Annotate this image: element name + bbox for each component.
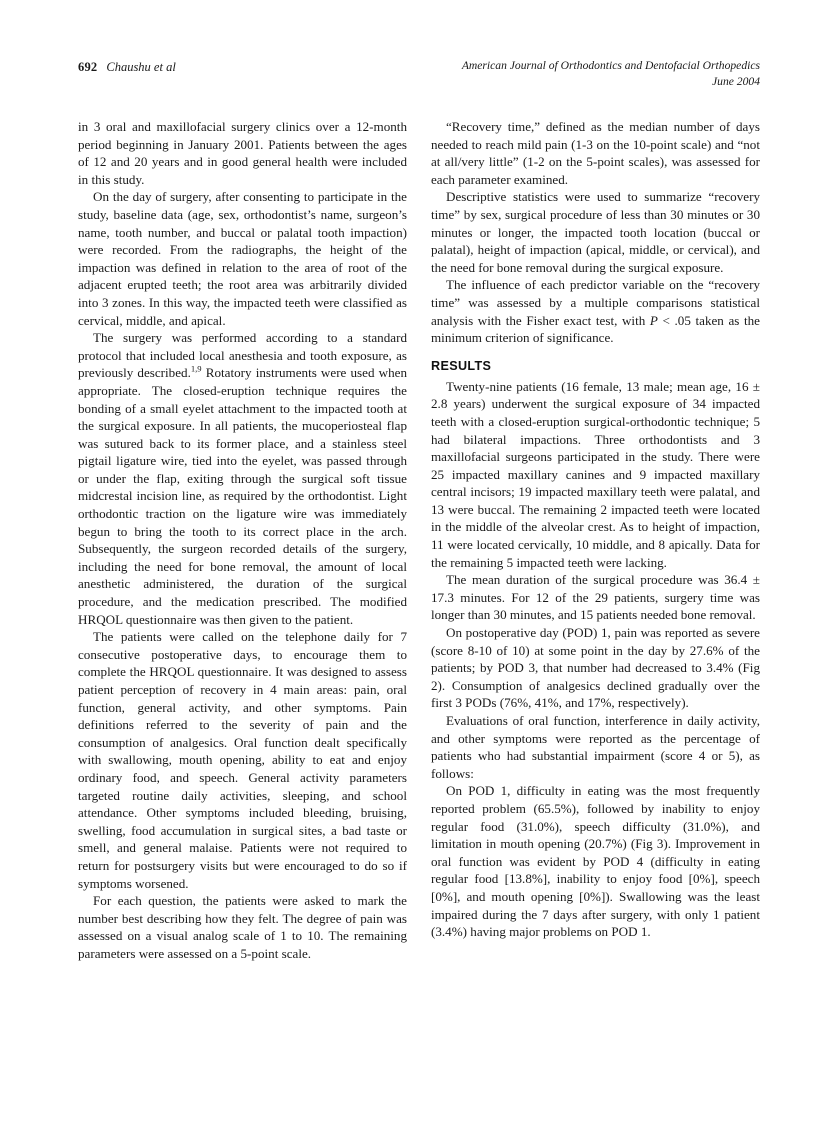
paragraph-baseline-data: On the day of surgery, after consenting to participate in the study, baseline data (age, sex, orthodontist’s name, surgeon’s name, tooth number, and buccal or palatal tooth impaction) were recorded. From the radiographs, the height of the impaction was defined in relation to the area of root of the adjacent erupted teeth; the root area was arbitrarily divided into 3 zones. In this way, the impacted teeth were classified as cervical, middle, and apical. bbox=[78, 189, 407, 328]
running-head-right bbox=[462, 58, 760, 89]
fisher-text-part-one: The influence of each predictor variable on the “recovery time” was assessed by a multiple comparisons statistical analysis with the Fisher exact test, with bbox=[431, 277, 760, 328]
running-head-journal-title: American Journal of Orthodontics and Dentofacial Orthopedics bbox=[461, 59, 760, 72]
column-right bbox=[431, 118, 760, 941]
running-head-authors: Chaushu et al bbox=[106, 60, 176, 74]
section-heading-results: RESULTS bbox=[431, 358, 492, 373]
paragraph-pod1-difficulty-eating: On POD 1, difficulty in eating was the most frequently reported problem (65.5%), followed by inability to enjoy regular food (31.0%), speech difficulty (31.0%), and limitation in mouth opening (20.7%) (Fig 3). Improvement in oral function was evident by POD 4 (difficulty in eating regular food [13.8%], inability to enjoy food [0%], speech [0%], and mouth opening [0%]). Swallowing was the least impaired during the 7 days after surgery, with only 1 patient (3.4%) having major problems on POD 1. bbox=[431, 783, 760, 940]
paragraph-patient-demographics: Twenty-nine patients (16 female, 13 male; mean age, 16 ± 2.8 years) underwent the surgical exposure of 34 impacted teeth with a closed-eruption surgical-orthodontic technique; 5 had bilateral impactions. Three orthodontists and 3 maxillofacial surgeons participated in the study. There were 25 impacted maxillary canines and 9 impacted maxillary central incisors; 19 impacted maxillary teeth were palatal, and 13 were buccal. The remaining 2 impacted teeth were located in the middle of the alveolar crest. As to height of impaction, 11 were located cervically, 10 middle, and 8 apically. Data for the remaining 5 impacted teeth were lacking. bbox=[431, 378, 760, 570]
surgical-protocol-text-before-reference: The surgery was performed according to a standard protocol that included local anesthesia and tooth exposure, as previously described. bbox=[78, 330, 407, 381]
running-head-left bbox=[78, 58, 176, 76]
paragraph-recovery-time-definition: “Recovery time,” defined as the median number of days needed to reach mild pain (1-3 on the 10-point scale) and “not at all/very little” (1-2 on the 5-point scales), was assessed for each parameter examined. bbox=[431, 119, 760, 187]
paragraph-descriptive-statistics: Descriptive statistics were used to summarize “recovery time” by sex, surgical procedure of less than 30 minutes or 30 minutes or longer, the impacted tooth location (buccal or palatal), height of impaction (apical, middle, or cervical), and the need for bone removal during the surgical exposure. bbox=[431, 189, 760, 275]
running-head bbox=[78, 58, 760, 100]
paragraph-oral-function-evaluations: Evaluations of oral function, interference in daily activity, and other symptoms were reported as the percentage of patients who had substantial impairment (score 4 or 5), as follows: bbox=[431, 713, 760, 781]
running-head-issue-date: June 2004 bbox=[712, 74, 760, 88]
paragraph-procedure-duration: The mean duration of the surgical procedure was 36.4 ± 17.3 minutes. For 12 of the 29 patients, surgery time was longer than 30 minutes, and 15 patients needed bone removal. bbox=[431, 572, 760, 623]
fisher-text-part-two: < .05 taken as the minimum criterion of significance. bbox=[431, 312, 760, 346]
surgical-protocol-text-after-reference: Rotatory instruments were used when appropriate. The closed-eruption technique requires the bonding of a small eyelet attachment to the impacted tooth at the surgical exposure. In all patients, the mucoperiosteal flap was sutured back to its former place, and a stainless steel pigtail ligature wire, tied into the eyelet, was passed through or under the flap, exiting through the surgical soft tissue midcrestal incision line, as required by the orthodontist. Light orthodontic traction on the ligature wire was immediately begun to bring the tooth to its correct place in the arch. Subsequently, the surgeon recorded details of the surgery, including the need for bone removal, the amount of local anesthetic administered, the duration of the surgical procedure, and the medication prescribed. The modified HRQOL questionnaire was then given to the patient. bbox=[78, 365, 407, 627]
paragraph-telephone-followup: The patients were called on the telephone daily for 7 consecutive postoperative days, to encourage them to complete the HRQOL questionnaire. It was designed to assess patient perception of recovery in 4 main areas: pain, oral function, general activity, and other symptoms. Pain definitions referred to the severity of pain and the consumption of analgesics. Oral function dealt specifically with swallowing, mouth opening, ability to eat and enjoy ordinary food, and speech. General activity parameters targeted routine daily activities, sleeping, and school attendance. Other symptoms included bleeding, bruising, swelling, food accumulation in surgical sites, a bad taste or smell, and general malaise. Patients were not required to return for postsurgery visits but were encouraged to do so if symptoms worsened. bbox=[78, 629, 407, 891]
page-folio-number: 692 bbox=[78, 60, 98, 74]
paragraph-surgical-protocol bbox=[78, 329, 407, 628]
paragraph-pain-pod1: On postoperative day (POD) 1, pain was reported as severe (score 8-10 of 10) at some point in the day by 27.6% of the patients; by POD 3, that number had decreased to 3.4% (Fig 2). Consumption of analgesics declined gradually over the first 3 PODs (76%, 41%, and 17%, respectively). bbox=[431, 625, 760, 711]
paragraph-fisher-exact-test bbox=[431, 276, 760, 346]
citation-reference-superscript: 1,9 bbox=[190, 363, 202, 374]
paragraph-methods-continued: in 3 oral and maxillofacial surgery clinics over a 12-month period beginning in January 2001. Patients between the ages of 12 and 20 years and in good general health were included in this study. bbox=[78, 119, 407, 187]
p-value-symbol: P bbox=[649, 312, 658, 328]
paragraph-scales-description: For each question, the patients were asked to mark the number best describing how they felt. The degree of pain was assessed on a visual analog scale of 1 to 10. The remaining parameters were assessed on a 5-point scale. bbox=[78, 893, 407, 961]
column-left bbox=[78, 118, 407, 963]
